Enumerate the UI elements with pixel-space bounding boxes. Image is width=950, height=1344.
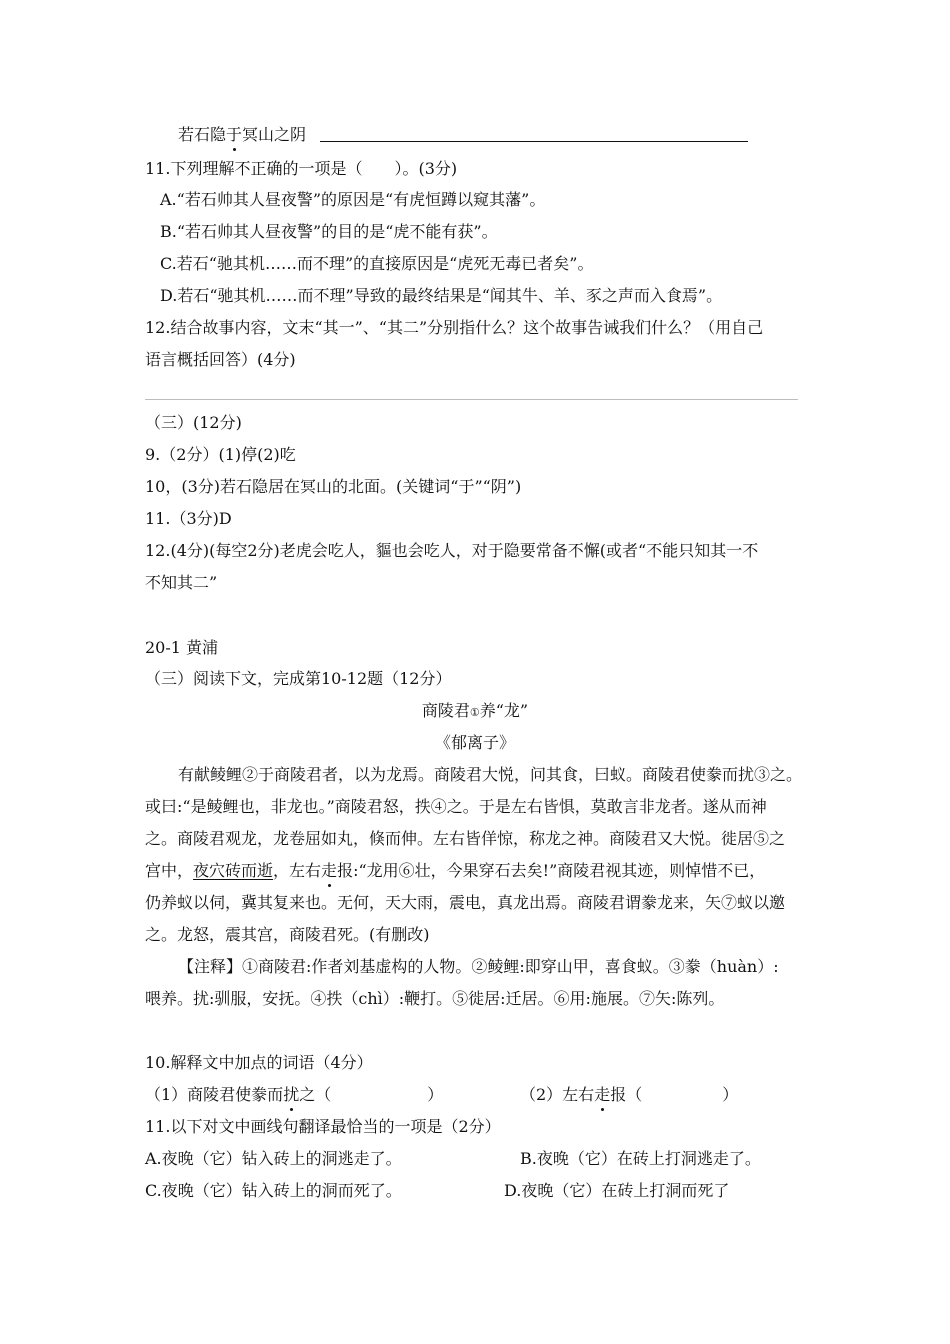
- notes-line-2: 喂养。扰:驯服，安抚。④抶（chì）:鞭打。⑤徙居:迁居。⑥用:施展。⑦矢:陈列。: [145, 989, 725, 1008]
- answer-10: 10，(3分)若石隐居在冥山的北面。(关键词“于”“阴”): [145, 477, 522, 496]
- q11-stem: 11.下列理解不正确的一项是（ ）。(3分): [145, 159, 458, 178]
- q11-option-a: A.“若石帅其人昼夜警”的原因是“有虎恒蹲以窥其藩”。: [160, 190, 546, 209]
- passage-line-6: 之。龙怒，震其宫，商陵君死。(有删改): [145, 925, 430, 944]
- passage-book: 《郁离子》: [434, 733, 515, 752]
- q10-sentence: [178, 124, 306, 146]
- q2-11-option-a: A.夜晚（它）钻入砖上的洞逃走了。: [145, 1149, 402, 1168]
- q10-suffix: 冥山之阴: [242, 125, 307, 144]
- dotted-char-zou: 走: [321, 861, 338, 880]
- q2-10-item-1: （1）商陵君使豢而扰之（ ）: [145, 1085, 444, 1104]
- q2-11-option-b: B.夜晚（它）在砖上打洞逃走了。: [520, 1149, 761, 1168]
- q2-10-item-2: （2）左右走报（ ）: [520, 1085, 739, 1104]
- reading-instruction: （三）阅读下文，完成第10-12题（12分）: [145, 669, 452, 688]
- answer-9: 9.（2分）(1)停(2)吃: [145, 445, 296, 464]
- title-note-marker: ①: [469, 706, 480, 719]
- answer-blank-line: [320, 141, 748, 142]
- q2-11-option-c: C.夜晚（它）钻入砖上的洞而死了。: [145, 1181, 402, 1200]
- dotted-char-rao: 扰: [283, 1085, 300, 1104]
- answers-header: （三）(12分): [145, 413, 242, 432]
- q11-option-d: D.若石“驰其机……而不理”导致的最终结果是“闻其牛、羊、豕之声而入食焉”。: [160, 286, 723, 305]
- section-divider: [145, 399, 798, 400]
- passage-line-3: 之。商陵君观龙，龙卷屈如丸，倏而伸。左右皆佯惊，称龙之神。商陵君又大悦。徙居⑤之: [145, 829, 786, 848]
- q10-prefix: 若石隐: [178, 125, 227, 144]
- q2-11-stem: 11.以下对文中画线句翻译最恰当的一项是（2分）: [145, 1117, 501, 1136]
- q10-dotted-char: 于: [226, 125, 243, 144]
- passage-line-5: 仍养蚁以伺，冀其复来也。无何，天大雨，震电，真龙出焉。商陵君谓豢龙来，矢⑦蚁以邀: [145, 893, 786, 912]
- underlined-sentence: 夜穴砖而逝: [193, 861, 274, 880]
- q11-option-c: C.若石“驰其机……而不理”的直接原因是“虎死无毒已者矣”。: [160, 254, 594, 273]
- source-label: 20-1 黄浦: [145, 638, 219, 657]
- q2-10-stem: 10.解释文中加点的词语（4分）: [145, 1053, 373, 1072]
- passage-title: 商陵君①养“龙”: [421, 701, 529, 720]
- dotted-char-zou-2: 走: [594, 1085, 611, 1104]
- passage-line-1: 有献鲮鲤②于商陵君者，以为龙焉。商陵君大悦，问其食，曰蚁。商陵君使豢而扰③之。: [178, 765, 803, 784]
- q12-line-2: 语言概括回答）(4分): [145, 350, 296, 369]
- answer-11: 11.（3分)D: [145, 509, 232, 528]
- passage-line-4: 宫中，夜穴砖而逝，左右走报:“龙用⑥壮，今果穿石去矣!”商陵君视其迹，则悼惜不已，: [145, 861, 766, 880]
- q12-line-1: 12.结合故事内容，文末“其一”、“其二”分别指什么？这个故事告诫我们什么？（用自己: [145, 318, 764, 337]
- answer-12-line-2: 不知其二”: [145, 573, 218, 592]
- q2-11-option-d: D.夜晚（它）在砖上打洞而死了: [504, 1181, 730, 1200]
- notes-line-1: 【注释】①商陵君:作者刘基虚构的人物。②鲮鲤:即穿山甲，喜食蚁。③豢（huàn）:: [178, 957, 779, 976]
- q11-option-b: B.“若石帅其人昼夜警”的目的是“虎不能有获”。: [160, 222, 498, 241]
- answer-12-line-1: 12.(4分)(每空2分)老虎会吃人，貙也会吃人，对于隐要常备不懈(或者“不能只知其一不: [145, 541, 759, 560]
- passage-line-2: 或曰:“是鲮鲤也，非龙也。”商陵君怒，抶④之。于是左右皆惧，莫敢言非龙者。遂从而神: [145, 797, 767, 816]
